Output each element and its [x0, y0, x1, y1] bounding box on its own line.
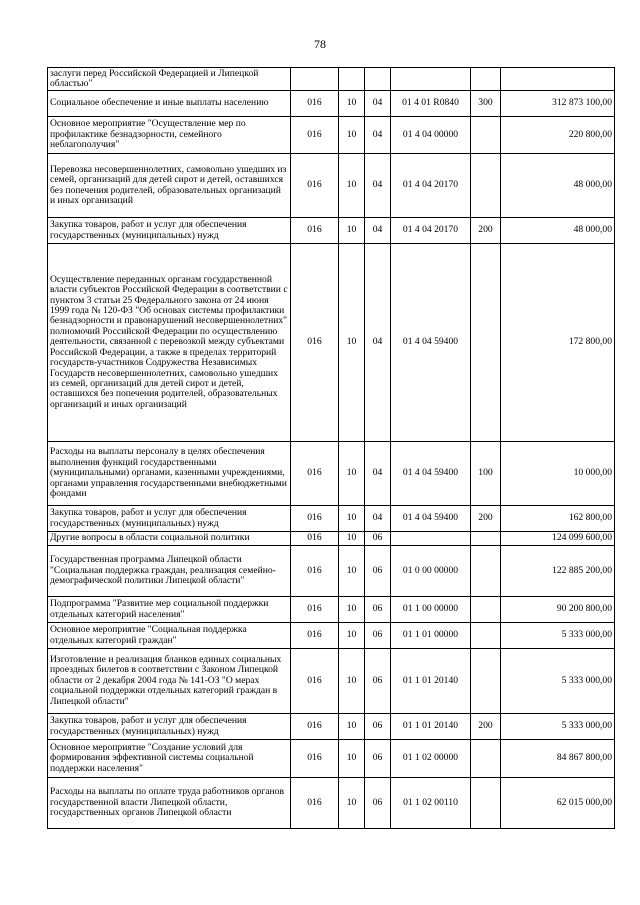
row-cs: 01 4 04 20170 — [391, 218, 471, 244]
row-cs: 01 1 00 00000 — [391, 597, 471, 623]
table-row — [48, 442, 615, 506]
row-gr: 016 — [291, 623, 339, 649]
row-cs: 01 4 04 59400 — [391, 244, 471, 442]
row-name: Расходы на выплаты персоналу в целях обеспечения выполнения функций государственными (муниципальными) органами, казенными учреждениями, органами управления государственными внебюджетными фондами — [48, 442, 291, 506]
row-cs: 01 4 04 00000 — [391, 117, 471, 154]
row-gr: 016 — [291, 442, 339, 506]
row-vr: 200 — [471, 218, 501, 244]
row-rz: 10 — [339, 218, 365, 244]
row-gr: 016 — [291, 778, 339, 829]
row-gr: 016 — [291, 117, 339, 154]
table-row — [48, 714, 615, 740]
row-sum: 122 885 200,00 — [501, 546, 615, 597]
table-row — [48, 154, 615, 218]
row-vr — [471, 778, 501, 829]
row-name: Государственная программа Липецкой области "Социальная поддержка граждан, реализация семейно-демографической политики Липецкой области" — [48, 546, 291, 597]
row-gr: 016 — [291, 506, 339, 532]
row-rz: 10 — [339, 546, 365, 597]
row-gr: 016 — [291, 714, 339, 740]
row-pr: 04 — [365, 91, 391, 117]
row-rz: 10 — [339, 506, 365, 532]
row-vr — [471, 740, 501, 778]
row-name: Осуществление переданных органам государственной власти субъектов Российской Федерации в соответствии с пунктом 3 статьи 25 Федерального закона от 24 июня 1999 года № 120-ФЗ "Об основах системы профилактики безнадзорности и правонарушений несовершеннолетних" полномочий Российской Федерации по осуществлению деятельности, связанной с перевозкой между субъектами Российской Федерации, а также в пределах территорий государств-участников Содружества Независимых Государств несовершеннолетних, самовольно ушедших из семей, организаций для детей сирот и детей, оставшихся без попечения родителей, образовательных организаций и иных организаций — [48, 244, 291, 442]
table-row — [48, 778, 615, 829]
row-gr: 016 — [291, 597, 339, 623]
row-pr: 06 — [365, 740, 391, 778]
row-pr: 06 — [365, 714, 391, 740]
table-row — [48, 546, 615, 597]
table-row — [48, 117, 615, 154]
row-vr — [471, 244, 501, 442]
table-row — [48, 244, 615, 442]
row-pr: 04 — [365, 117, 391, 154]
row-sum: 48 000,00 — [501, 218, 615, 244]
row-name: Другие вопросы в области социальной политики — [48, 532, 291, 546]
row-cs: 01 4 01 R0840 — [391, 91, 471, 117]
row-vr — [471, 117, 501, 154]
row-gr: 016 — [291, 244, 339, 442]
row-rz: 10 — [339, 244, 365, 442]
row-rz: 10 — [339, 532, 365, 546]
row-name: Закупка товаров, работ и услуг для обеспечения государственных (муниципальных) нужд — [48, 714, 291, 740]
row-vr — [471, 532, 501, 546]
row-sum: 124 099 600,00 — [501, 532, 615, 546]
row-name: заслуги перед Российской Федерацией и Липецкой областью" — [48, 68, 291, 91]
row-rz: 10 — [339, 91, 365, 117]
row-vr: 200 — [471, 714, 501, 740]
row-rz: 10 — [339, 649, 365, 714]
row-vr — [471, 649, 501, 714]
budget-table-body — [48, 68, 615, 829]
row-rz: 10 — [339, 623, 365, 649]
row-pr: 04 — [365, 218, 391, 244]
table-row — [48, 506, 615, 532]
row-sum — [501, 68, 615, 91]
row-sum: 62 015 000,00 — [501, 778, 615, 829]
row-cs: 01 1 01 20140 — [391, 649, 471, 714]
table-row — [48, 91, 615, 117]
row-name: Расходы на выплаты по оплате труда работников органов государственной власти Липецкой области, государственных органов Липецкой области — [48, 778, 291, 829]
row-gr: 016 — [291, 649, 339, 714]
row-cs: 01 1 01 00000 — [391, 623, 471, 649]
row-sum: 312 873 100,00 — [501, 91, 615, 117]
page-number: 78 — [314, 37, 326, 51]
row-vr: 100 — [471, 442, 501, 506]
row-rz: 10 — [339, 117, 365, 154]
row-cs — [391, 532, 471, 546]
row-gr: 016 — [291, 218, 339, 244]
row-rz: 10 — [339, 154, 365, 218]
row-gr: 016 — [291, 740, 339, 778]
row-pr: 06 — [365, 546, 391, 597]
row-rz: 10 — [339, 442, 365, 506]
row-vr: 300 — [471, 91, 501, 117]
row-pr: 06 — [365, 532, 391, 546]
row-cs: 01 4 04 59400 — [391, 506, 471, 532]
table-row — [48, 740, 615, 778]
row-rz: 10 — [339, 597, 365, 623]
row-pr: 06 — [365, 649, 391, 714]
row-cs: 01 0 00 00000 — [391, 546, 471, 597]
row-vr — [471, 68, 501, 91]
row-cs: 01 1 01 20140 — [391, 714, 471, 740]
row-cs: 01 4 04 20170 — [391, 154, 471, 218]
row-rz: 10 — [339, 714, 365, 740]
row-pr: 04 — [365, 506, 391, 532]
row-name: Изготовление и реализация бланков единых социальных проездных билетов в соответствии с Законом Липецкой области от 2 декабря 2004 года № 141-ОЗ "О мерах социальной поддержки отдельных категорий граждан в Липецкой области" — [48, 649, 291, 714]
row-vr — [471, 597, 501, 623]
row-name: Перевозка несовершеннолетних, самовольно ушедших из семей, организаций для детей сирот и детей, оставшихся без попечения родителей, образовательных организаций и иных организаций — [48, 154, 291, 218]
row-cs — [391, 68, 471, 91]
row-name: Основное мероприятие "Социальная поддержка отдельных категорий граждан" — [48, 623, 291, 649]
row-pr: 04 — [365, 244, 391, 442]
row-vr — [471, 546, 501, 597]
row-sum: 5 333 000,00 — [501, 623, 615, 649]
row-vr — [471, 154, 501, 218]
row-sum: 90 200 800,00 — [501, 597, 615, 623]
row-cs: 01 4 04 59400 — [391, 442, 471, 506]
row-rz: 10 — [339, 740, 365, 778]
table-row — [48, 649, 615, 714]
row-pr: 06 — [365, 597, 391, 623]
row-sum: 172 800,00 — [501, 244, 615, 442]
row-name: Основное мероприятие "Осуществление мер по профилактике безнадзорности, семейного неблагополучия" — [48, 117, 291, 154]
row-pr: 04 — [365, 442, 391, 506]
row-rz — [339, 68, 365, 91]
row-gr: 016 — [291, 532, 339, 546]
row-rz: 10 — [339, 778, 365, 829]
row-sum: 162 800,00 — [501, 506, 615, 532]
row-pr — [365, 68, 391, 91]
table-row — [48, 597, 615, 623]
row-gr: 016 — [291, 154, 339, 218]
row-cs: 01 1 02 00110 — [391, 778, 471, 829]
row-sum: 10 000,00 — [501, 442, 615, 506]
row-pr: 06 — [365, 623, 391, 649]
row-name: Закупка товаров, работ и услуг для обеспечения государственных (муниципальных) нужд — [48, 218, 291, 244]
row-sum: 5 333 000,00 — [501, 649, 615, 714]
table-row — [48, 68, 615, 91]
table-row — [48, 218, 615, 244]
row-sum: 220 800,00 — [501, 117, 615, 154]
row-sum: 5 333 000,00 — [501, 714, 615, 740]
row-pr: 04 — [365, 154, 391, 218]
row-sum: 48 000,00 — [501, 154, 615, 218]
row-name: Основное мероприятие "Создание условий для формирования эффективной системы социальной поддержки населения" — [48, 740, 291, 778]
row-vr — [471, 623, 501, 649]
row-sum: 84 867 800,00 — [501, 740, 615, 778]
row-gr — [291, 68, 339, 91]
row-gr: 016 — [291, 546, 339, 597]
row-pr: 06 — [365, 778, 391, 829]
row-gr: 016 — [291, 91, 339, 117]
table-row — [48, 532, 615, 546]
row-name: Закупка товаров, работ и услуг для обеспечения государственных (муниципальных) нужд — [48, 506, 291, 532]
row-name: Подпрограмма "Развитие мер социальной поддержки отдельных категорий населения" — [48, 597, 291, 623]
row-name: Социальное обеспечение и иные выплаты населению — [48, 91, 291, 117]
table-row — [48, 623, 615, 649]
row-vr: 200 — [471, 506, 501, 532]
budget-table — [47, 67, 615, 829]
row-cs: 01 1 02 00000 — [391, 740, 471, 778]
